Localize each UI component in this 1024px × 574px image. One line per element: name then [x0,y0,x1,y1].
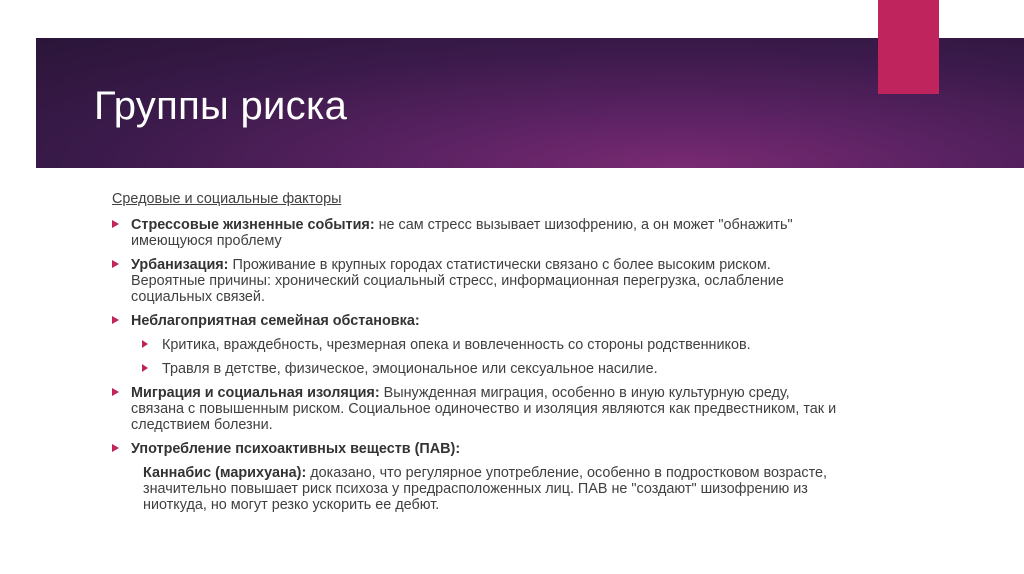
triangle-bullet-icon [112,260,119,268]
item-text: Проживание в крупных городах статистически связано с более высоким риском. Вероятные причины: хронический социальный стресс, информационная перегрузка, ослабление социальных связей. [131,257,784,305]
list-item [112,313,842,329]
list-item [112,441,842,457]
item-bold: Миграция и социальная изоляция: [131,385,380,401]
sub-item-text: Травля в детстве, физическое, эмоциональное или сексуальное насилие. [162,361,658,377]
triangle-bullet-icon [112,220,119,228]
list-item [112,257,842,305]
triangle-bullet-icon [112,388,119,396]
sub-item-text: Критика, враждебность, чрезмерная опека и вовлеченность со стороны родственников. [162,337,751,353]
sub-list-item [112,337,842,353]
item-bold: Урбанизация: [131,257,229,273]
subheading: Средовые и социальные факторы [112,191,342,207]
item-bold: Неблагоприятная семейная обстановка: [131,313,420,329]
sub-list-item [112,361,842,377]
item-text: Вынужденная миграция, особенно в иную культурную среду, связана с повышенным риском. Социальное одиночество и изоляция являются как предвестником, так и следствием болезни. [131,385,837,433]
list-item [112,217,842,249]
triangle-bullet-icon [142,364,148,372]
cannabis-paragraph [112,465,842,513]
slide-body [112,191,842,519]
cannabis-bold: Каннабис (марихуана): [143,465,307,481]
item-text: не сам стресс вызывает шизофрению, а он может "обнажить" имеющуюся проблему [131,217,793,249]
item-bold: Стрессовые жизненные события: [131,217,375,233]
cannabis-text: доказано, что регулярное употребление, особенно в подростковом возрасте, значительно повышает риск психоза у предрасположенных лиц. ПАВ не "создают" шизофрению из ниоткуда, но могут резко ускорить ее дебют. [143,465,828,513]
triangle-bullet-icon [112,316,119,324]
accent-bar [878,0,939,94]
list-item [112,385,842,433]
triangle-bullet-icon [142,340,148,348]
triangle-bullet-icon [112,444,119,452]
item-bold: Употребление психоактивных веществ (ПАВ): [131,441,461,457]
slide-title: Группы риска [94,84,348,128]
